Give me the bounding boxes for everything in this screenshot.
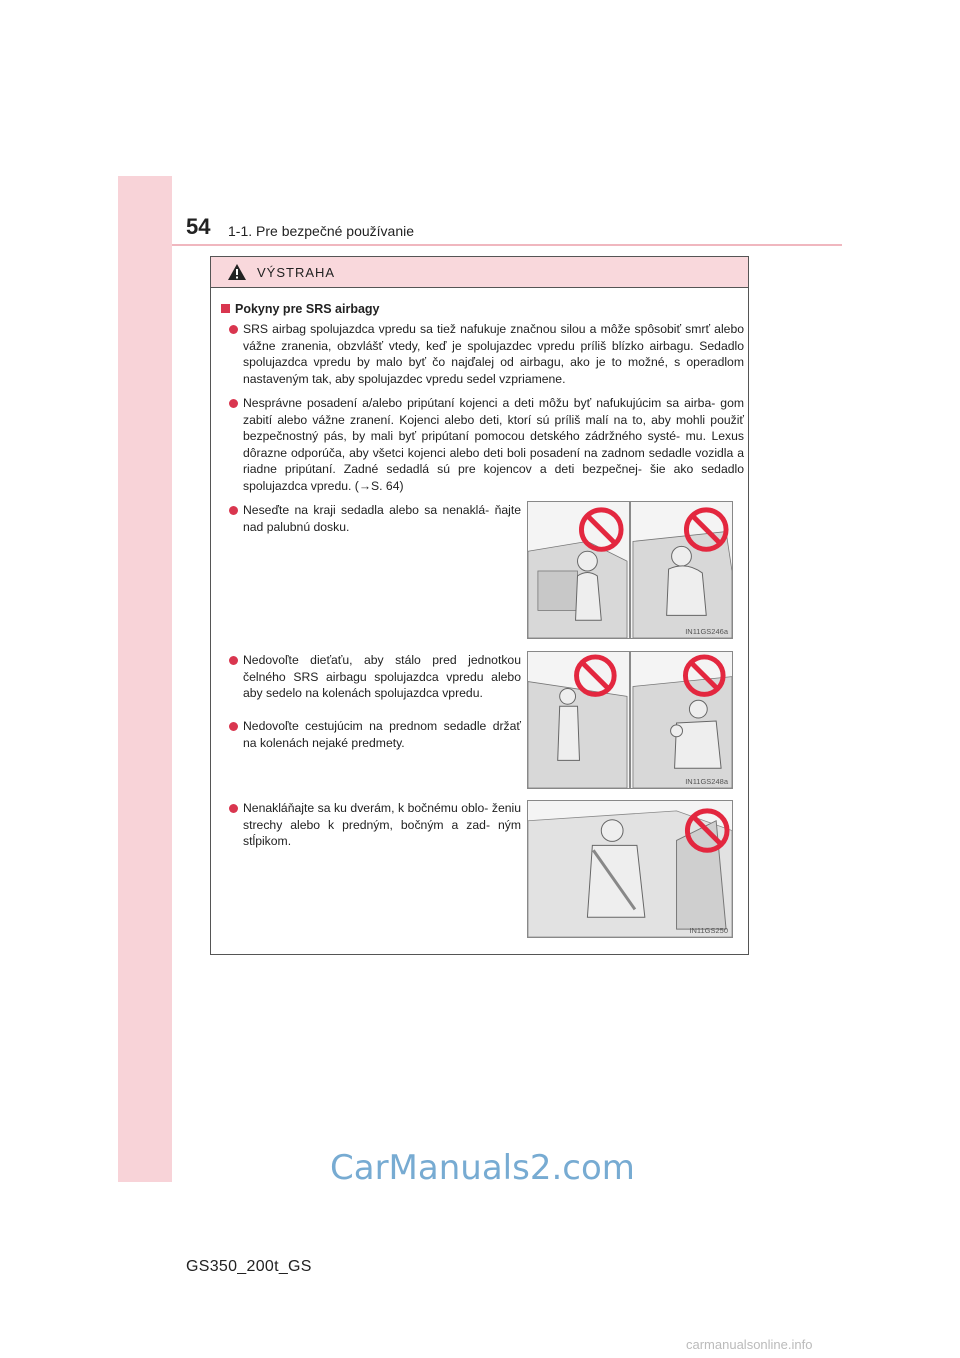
bullet-dot-icon bbox=[229, 722, 238, 731]
illustration-leaning-dashboard bbox=[527, 501, 733, 639]
warning-header bbox=[211, 257, 748, 288]
page-number: 54 bbox=[186, 214, 211, 239]
site-watermark: carmanualsonline.info bbox=[686, 1337, 813, 1352]
illustration-code: IN11GS248a bbox=[685, 777, 728, 786]
bullet-dot-icon bbox=[229, 656, 238, 665]
illustration-code: IN11GS246a bbox=[685, 627, 728, 636]
section-heading: Pokyny pre SRS airbagy bbox=[221, 302, 380, 316]
warning-box bbox=[210, 256, 749, 955]
illustration-leaning-door bbox=[527, 800, 733, 938]
bullet-item: Nedovoľte dieťaťu, aby stálo pred jednotkou čelného SRS airbagu spolujazdca vpredu alebo aby sedelo na kolenách spolujazdca vpredu. bbox=[229, 652, 521, 702]
illustration-code: IN11GS250 bbox=[689, 926, 728, 935]
illustration-child-in-front bbox=[527, 651, 733, 789]
warning-triangle-icon bbox=[227, 263, 247, 281]
section-title: 1-1. Pre bezpečné používanie bbox=[228, 223, 415, 239]
header-rule bbox=[172, 244, 842, 246]
bullet-item: Nedovoľte cestujúcim na prednom sedadle držať na kolenách nejaké predmety. bbox=[229, 718, 521, 751]
bullet-dot-icon bbox=[229, 804, 238, 813]
model-code: GS350_200t_GS bbox=[186, 1258, 312, 1275]
bullet-item: Nesprávne posadení a/alebo pripútaní kojenci a deti môžu byť nafukujúcim sa airba- gom zabití alebo vážne zranení. Kojenci alebo deti, ktorí sú príliš malí na to, aby mohli použiť bezpečnostný pás, by mali byť pripútaní pomocou detského zádržného systé- mu. Lexus dôrazne odporúča, aby všetci kojenci alebo deti boli posadení na zadnom sedadle vozidla a riadne pripútaní. Zadné sedadlá sú pre kojencov a deti bezpečnej- šie ako sedadlo spolujazdca vpredu. (→S. 64) bbox=[229, 395, 744, 494]
bullet-dot-icon bbox=[229, 399, 238, 408]
bullet-item: SRS airbag spolujazdca vpredu sa tiež nafukuje značnou silou a môže spôsobiť smrť alebo vážne zranenia, obzvlášť vtedy, keď je spolujazdec vpredu príliš blízko airbagu. Sedadlo spolujazdca vpredu by malo byť čo najďalej od airbagu, ako je to možné, s operadlom nastaveným tak, aby spolujazdec vpredu sedel vzpriamene. bbox=[229, 321, 744, 387]
watermark: CarManuals2.com bbox=[330, 1148, 635, 1188]
warning-title: VÝSTRAHA bbox=[257, 264, 336, 280]
bullet-dot-icon bbox=[229, 325, 238, 334]
bullet-item: Neseďte na kraji sedadla alebo sa nenaklá- ňajte nad palubnú dosku. bbox=[229, 502, 521, 535]
bullet-dot-icon bbox=[229, 506, 238, 515]
square-bullet-icon bbox=[221, 304, 230, 313]
side-band bbox=[118, 176, 172, 1182]
bullet-item: Nenakláňajte sa ku dverám, k bočnému oblo- ženiu strechy alebo k predným, bočným a zad- ným stĺpikom. bbox=[229, 800, 521, 850]
